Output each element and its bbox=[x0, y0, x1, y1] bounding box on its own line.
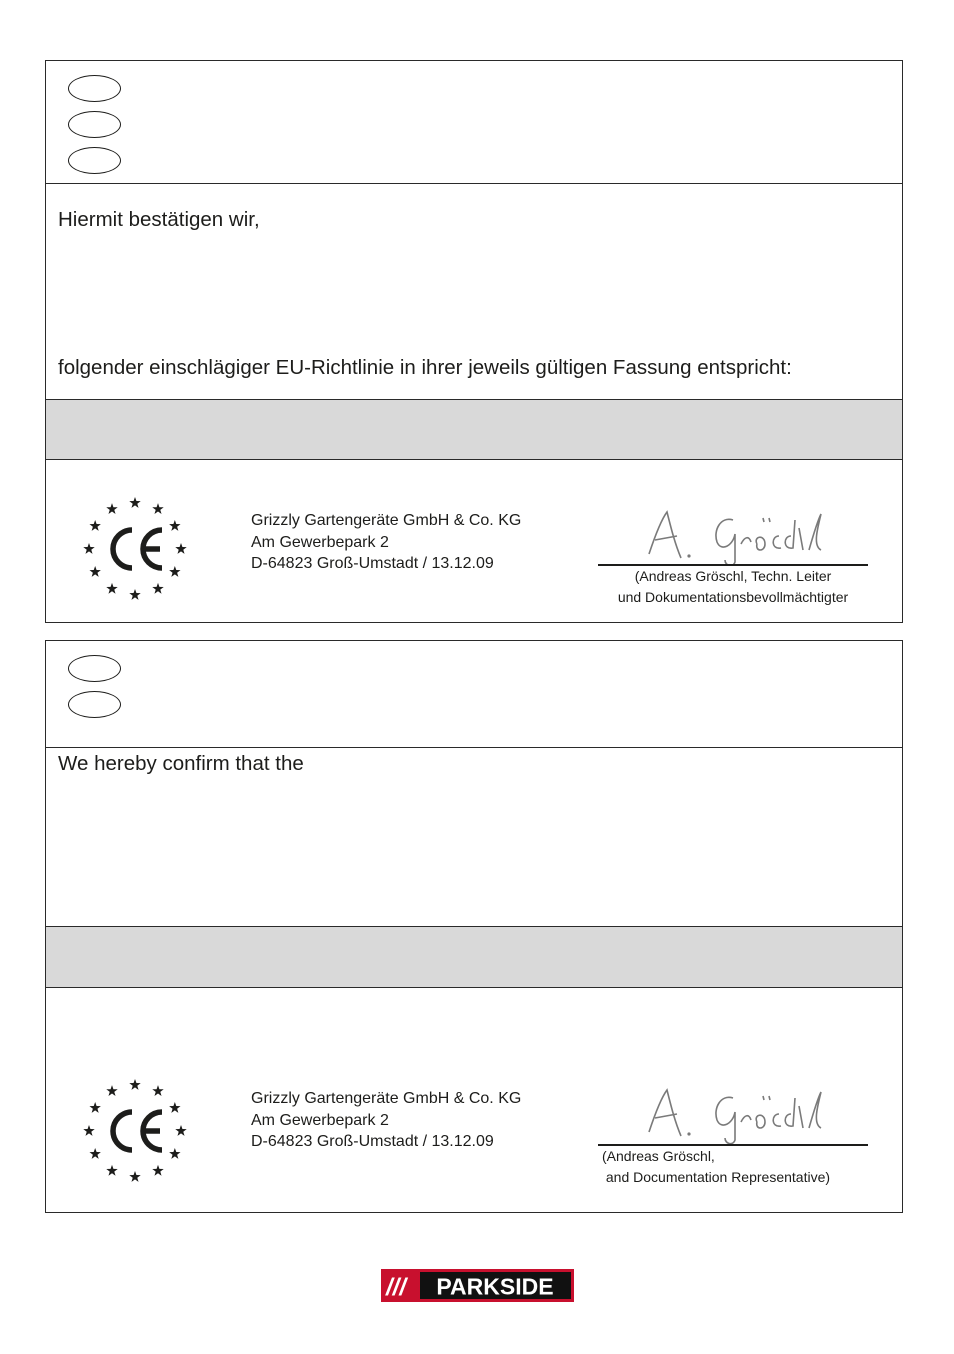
intro-text: Hiermit bestätigen wir, bbox=[58, 208, 260, 231]
directive-gray-band bbox=[46, 926, 902, 987]
ce-star-icon bbox=[152, 503, 163, 514]
ce-star-icon bbox=[152, 1165, 163, 1176]
signature-caption bbox=[600, 566, 866, 608]
ce-star-icon bbox=[175, 1125, 186, 1136]
confirmation-section bbox=[46, 183, 902, 399]
address-line-company: Grizzly Gartengeräte GmbH & Co. KG bbox=[251, 512, 522, 529]
address-line-street: Am Gewerbepark 2 bbox=[251, 533, 389, 551]
ce-star-icon bbox=[89, 520, 100, 531]
logo-slashes: /// bbox=[386, 1274, 407, 1301]
manufacturer-address bbox=[251, 510, 521, 575]
language-codes-area bbox=[46, 641, 902, 747]
language-code-oval bbox=[68, 691, 121, 718]
ce-star-icon bbox=[175, 543, 186, 554]
ce-letter-c bbox=[113, 1112, 132, 1150]
ce-star-icon bbox=[106, 1165, 117, 1176]
parkside-logo bbox=[381, 1269, 574, 1302]
signature-section bbox=[46, 459, 902, 623]
ce-star-icon bbox=[89, 1148, 100, 1159]
ce-star-icon bbox=[129, 1079, 140, 1090]
ce-star-icon bbox=[152, 583, 163, 594]
ce-star-icon bbox=[89, 1102, 100, 1113]
directive-text: folgender einschlägiger EU-Richtlinie in ihrer jeweils gültigen Fassung entspricht: bbox=[58, 356, 792, 379]
ce-star-icon bbox=[169, 1148, 180, 1159]
language-code-oval bbox=[68, 655, 121, 682]
signature-caption-line: (Andreas Gröschl, Techn. Leiter bbox=[634, 568, 832, 584]
directive-gray-band bbox=[46, 399, 902, 459]
address-line-city-date: D-64823 Groß-Umstadt / 13.12.09 bbox=[251, 555, 494, 572]
manufacturer-address bbox=[251, 1088, 521, 1153]
ce-star-icon bbox=[152, 1085, 163, 1096]
language-code-oval bbox=[68, 75, 121, 102]
ce-star-icon bbox=[169, 520, 180, 531]
declaration-box-en bbox=[45, 640, 903, 1213]
ce-letter-e bbox=[142, 1112, 162, 1150]
ce-star-icon bbox=[129, 497, 140, 508]
intro-text: We hereby confirm that the bbox=[58, 752, 304, 775]
handwritten-signature bbox=[641, 1084, 871, 1144]
ce-mark-with-stars-icon bbox=[80, 494, 190, 604]
signature-caption-line: und Dokumentationsbevollmächtigter bbox=[617, 589, 849, 605]
signature-caption-line: and Documentation Representative) bbox=[602, 1169, 831, 1185]
ce-letter-c bbox=[113, 530, 132, 568]
language-code-oval bbox=[68, 111, 121, 138]
ce-star-icon bbox=[129, 589, 140, 600]
handwritten-signature bbox=[641, 506, 871, 566]
language-code-oval bbox=[68, 147, 121, 174]
ce-letter-e bbox=[142, 530, 162, 568]
ce-star-icon bbox=[106, 503, 117, 514]
declaration-box-de bbox=[45, 60, 903, 623]
ce-star-icon bbox=[106, 1085, 117, 1096]
address-line-city-date: D-64823 Groß-Umstadt / 13.12.09 bbox=[251, 1133, 494, 1150]
ce-star-icon bbox=[89, 566, 100, 577]
signature-caption-line: (Andreas Gröschl, bbox=[602, 1148, 715, 1164]
language-codes-area bbox=[46, 61, 902, 183]
ce-mark-with-stars-icon bbox=[80, 1076, 190, 1186]
ce-star-icon bbox=[106, 583, 117, 594]
signature-section bbox=[46, 987, 902, 1213]
address-line-company: Grizzly Gartengeräte GmbH & Co. KG bbox=[251, 1090, 522, 1107]
ce-star-icon bbox=[169, 1102, 180, 1113]
ce-star-icon bbox=[83, 1125, 94, 1136]
ce-star-icon bbox=[129, 1171, 140, 1182]
signature-caption bbox=[602, 1146, 830, 1188]
ce-star-icon bbox=[83, 543, 94, 554]
confirmation-section bbox=[46, 747, 902, 926]
logo-wordmark: PARKSIDE bbox=[436, 1273, 554, 1300]
address-line-street: Am Gewerbepark 2 bbox=[251, 1111, 389, 1129]
ce-star-icon bbox=[169, 566, 180, 577]
